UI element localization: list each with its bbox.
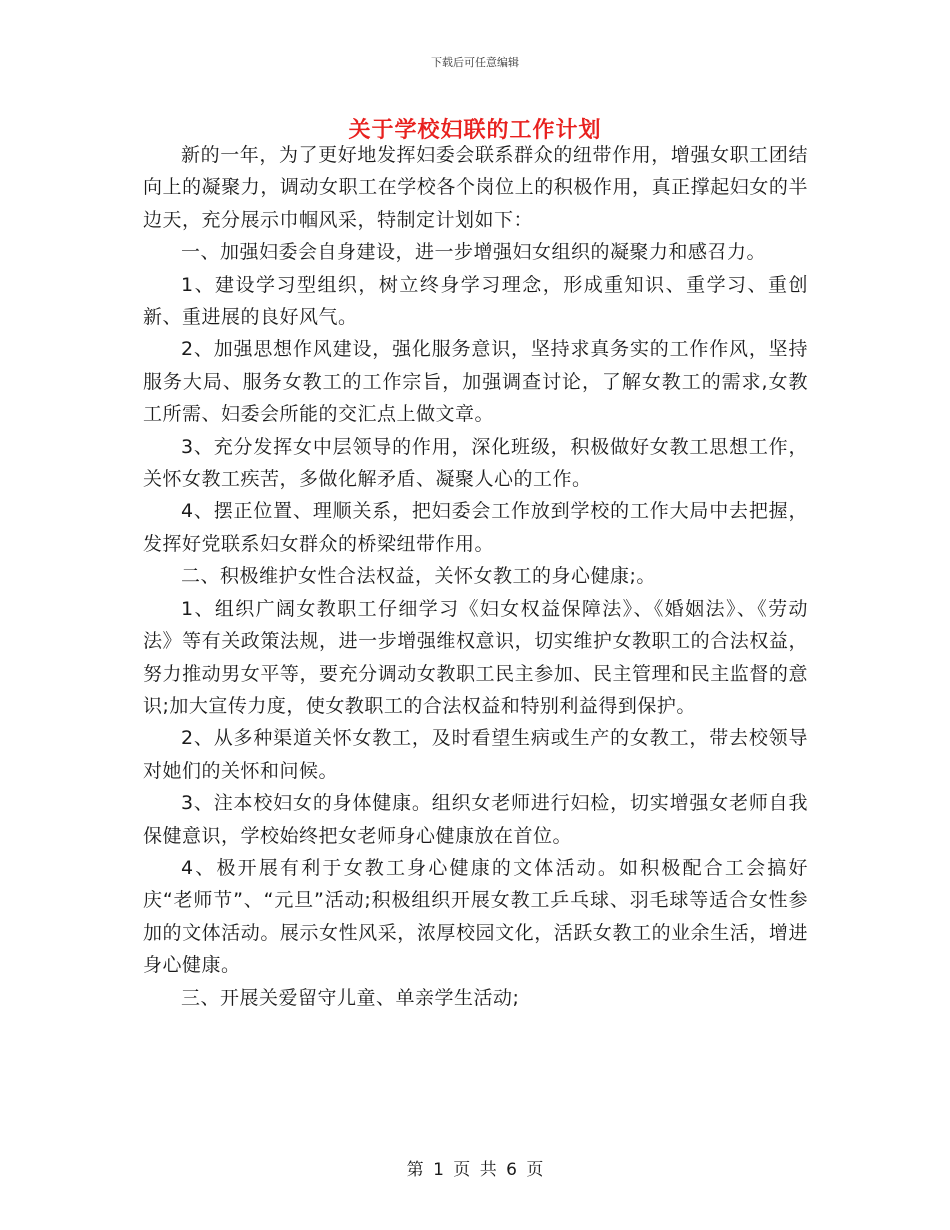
paragraph-1-2: 2、加强思想作风建设，强化服务意识，坚持求真务实的工作作风，坚持服务大局、服务女教工的工作宗旨，加强调查讨论，了解女教工的需求,女教工所需、妇委会所能的交汇点上做文章。 [143,338,808,426]
paragraph-2-4: 4、极开展有利于女教工身心健康的文体活动。如积极配合工会搞好庆“老师节”、“元旦”活动;积极组织开展女教工乒乓球、羽毛球等适合女性参加的文体活动。展示女性风采，浓厚校园文化，活跃女教工的业余生活，增进身心健康。 [143,856,808,977]
paragraph-1-3: 3、充分发挥女中层领导的作用，深化班级，积极做好女教工思想工作，关怀女教工疾苦，多做化解矛盾、凝聚人心的工作。 [143,435,808,491]
page-number-footer: 第 1 页 共 6 页 [406,1160,544,1180]
paragraph-2-3: 3、注本校妇女的身体健康。组织女老师进行妇检，切实增强女老师自我保健意识，学校始终把女老师身心健康放在首位。 [143,792,808,847]
section-heading-2: 二、积极维护女性合法权益，关怀女教工的身心健康;。 [181,565,656,588]
paragraph-intro: 新的一年，为了更好地发挥妇委会联系群众的纽带作用，增强女职工团结向上的凝聚力，调动女职工在学校各个岗位上的积极作用，真正撑起妇女的半边天，充分展示巾帼风采，特制定计划如下： [143,144,808,231]
paragraph-2-1: 1、组织广阔女教职工仔细学习《妇女权益保障法》、《婚姻法》、《劳动法》等有关政策法规，进一步增强维权意识，切实维护女教职工的合法权益，努力推动男女平等，要充分调动女教职工民主参加、民主管理和民主监督的意识;加大宣传力度，使女教职工的合法权益和特别利益得到保护。 [143,597,808,717]
paragraph-1-1: 1、建设学习型组织，树立终身学习理念，形成重知识、重学习、重创新、重进展的良好风气。 [143,273,808,329]
document-title: 关于学校妇联的工作计划 [348,118,602,143]
page-header-note: 下载后可任意编辑 [431,56,519,69]
section-heading-1: 一、加强妇委会自身建设，进一步增强妇女组织的凝聚力和感召力。 [181,241,767,264]
paragraph-2-2: 2、从多种渠道关怀女教工，及时看望生病或生产的女教工，带去校领导对她们的关怀和问候。 [143,727,808,782]
paragraph-1-4: 4、摆正位置、理顺关系，把妇委会工作放到学校的工作大局中去把握，发挥好党联系妇女群众的桥梁纽带作用。 [143,500,808,555]
section-heading-3: 三、开展关爱留守儿童、单亲学生活动; [181,986,520,1009]
document-body [143,139,808,1014]
